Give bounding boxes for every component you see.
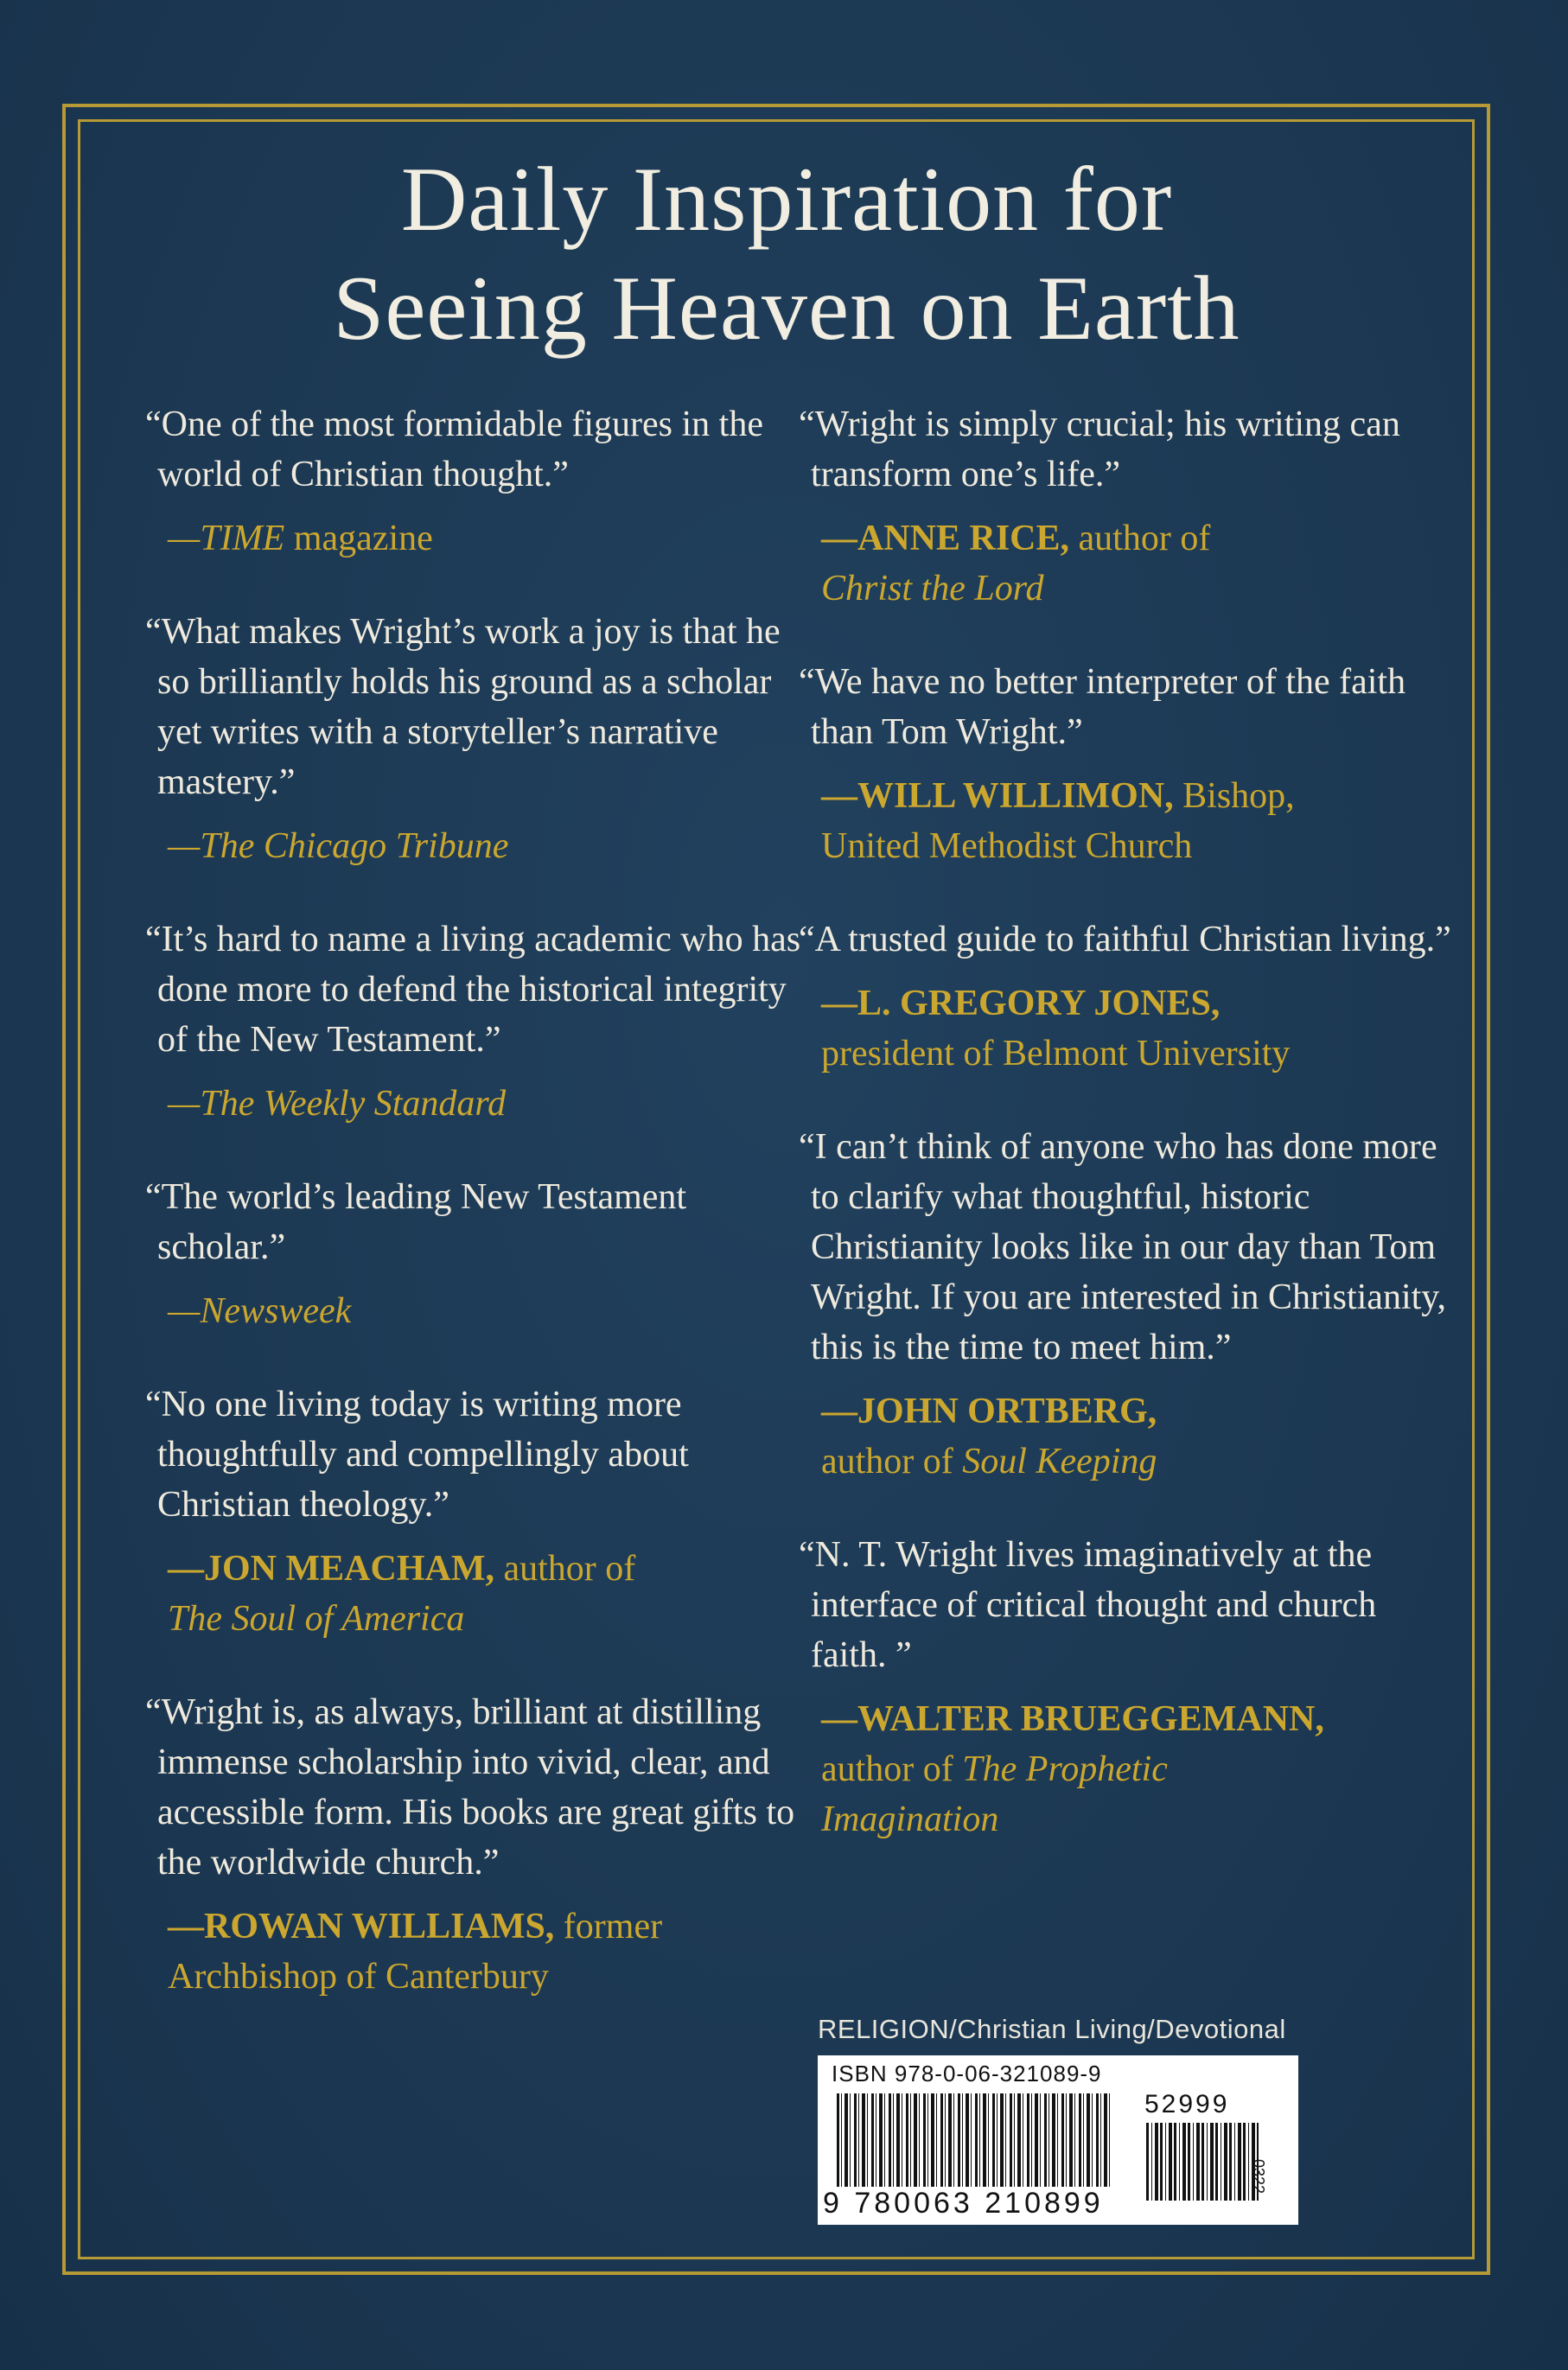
blurb-jon-meacham [145,1379,802,1644]
cover-headline [78,145,1495,363]
blurb-newsweek [145,1172,802,1336]
attribution-name: —JOHN ORTBERG, [821,1392,1157,1431]
attribution-rest: author of [1069,519,1211,558]
headline-line-2: Seeing Heaven on Earth [333,258,1240,359]
blurb-rowan-williams [145,1687,802,2002]
blurb-quote: “What makes Wright’s work a joy is that he so brilliantly holds his ground as a scholar yet writes with a storyteller’s narrative mastery.” [145,612,781,802]
blurb-attribution [145,1902,802,2002]
blurb-quote: “A trusted guide to faithful Christian living.” [799,920,1451,959]
attribution-role: United Methodist Church [821,826,1193,866]
blurb-quote: “Wright is, as always, brilliant at distilling immense scholarship into vivid, clear, and accessible form. His books are great gifts to the worldwide church.” [145,1692,795,1883]
blurb-attribution [799,1694,1456,1844]
blurb-attribution [145,1286,802,1336]
blurb-quote: “Wright is simply crucial; his writing can transform one’s life.” [799,405,1400,494]
blurb-quote: “We have no better interpreter of the faith than Tom Wright.” [799,662,1406,752]
attribution-source: —The Weekly Standard [168,1084,507,1124]
blurb-quote: “The world’s leading New Testament scholar.” [145,1177,687,1267]
blurb-gregory-jones [799,914,1456,1079]
blurb-anne-rice [799,399,1456,614]
price-code: 52999 [1144,2090,1230,2118]
isbn-label: ISBN 978-0-06-321089-9 [832,2061,1102,2086]
blurb-attribution [799,978,1456,1079]
attribution-title: The Soul of America [168,1599,465,1639]
attribution-name: —ROWAN WILLIAMS, [168,1907,555,1946]
attribution-rest: Bishop, [1173,776,1295,816]
blurb-attribution [799,1386,1456,1487]
blurb-quote: “No one living today is writing more thoughtfully and compellingly about Christian theology.” [145,1385,689,1525]
blurb-attribution [799,513,1456,614]
left-blurb-column [145,399,802,2002]
price-barcode-bars [1146,2123,1259,2201]
bisac-category: RELIGION/Christian Living/Devotional [818,2014,1286,2044]
blurb-walter-brueggemann [799,1530,1456,1844]
blurb-quote: “N. T. Wright lives imaginatively at the interface of critical thought and church faith. ” [799,1535,1377,1675]
attribution-name: —JON MEACHAM, [168,1549,494,1589]
attribution-name: —ANNE RICE, [821,519,1070,558]
barcode-digits: 9 780063 210899 [823,2187,1104,2220]
attribution-role: author of [821,1442,963,1481]
blurb-quote: “It’s hard to name a living academic who has done more to defend the historical integrity of the New Testament.” [145,920,801,1060]
attribution-rest: magazine [284,519,433,558]
barcode-side-code: 0322 [1250,2159,1267,2195]
attribution-source: —TIME [168,519,285,558]
attribution-source: —Newsweek [168,1291,352,1331]
blurb-john-ortberg [799,1122,1456,1487]
attribution-name: —WALTER BRUEGGEMANN, [821,1699,1324,1739]
attribution-name: —L. GREGORY JONES, [821,984,1221,1023]
isbn-barcode [818,2055,1298,2225]
blurb-quote: “I can’t think of anyone who has done more to clarify what thoughtful, historic Christianity looks like in our day than Tom Wright. If you are interested in Christianity, this is the time to meet him.” [799,1127,1447,1367]
blurb-attribution [145,513,802,564]
attribution-name: —WILL WILLIMON, [821,776,1174,816]
attribution-source: —The Chicago Tribune [168,826,509,866]
attribution-title: Soul Keeping [962,1442,1157,1481]
blurb-attribution [799,771,1456,871]
blurb-chicago-tribune [145,607,802,871]
attribution-role: president of Belmont University [821,1034,1291,1074]
right-blurb-column [799,399,1456,1844]
attribution-title: Christ the Lord [821,569,1044,608]
blurb-attribution [145,1079,802,1129]
barcode-bars [837,2093,1112,2187]
attribution-rest: former [554,1907,663,1946]
blurb-weekly-standard [145,914,802,1129]
blurb-attribution [145,1544,802,1644]
attribution-role: Archbishop of Canterbury [168,1957,549,1997]
blurb-attribution [145,821,802,871]
blurb-will-willimon [799,657,1456,871]
blurb-time [145,399,802,564]
headline-line-1: Daily Inspiration for [400,149,1173,250]
attribution-role: author of [821,1749,963,1789]
attribution-rest: author of [494,1549,636,1589]
attribution-title: The Prophetic Imagination [821,1749,1168,1839]
blurb-quote: “One of the most formidable figures in the world of Christian thought.” [145,405,763,494]
